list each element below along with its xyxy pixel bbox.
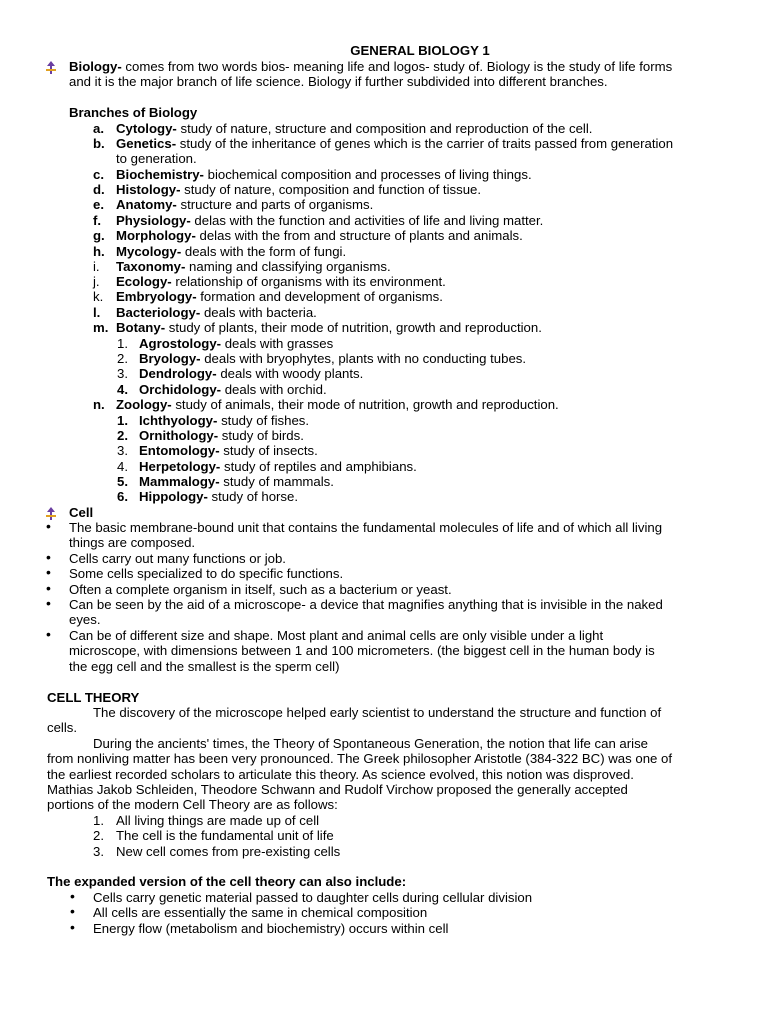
branch-desc: structure and parts of organisms.	[176, 197, 374, 212]
zoology-sub-marker: 5.	[117, 474, 128, 489]
zoology-sub-term: Hippology-	[139, 489, 208, 504]
botany-sub-term: Bryology-	[139, 351, 201, 366]
cell-bullet-text: The basic membrane-bound unit that contains the fundamental molecules of life and of which all living	[69, 520, 663, 535]
cell-theory-line: During the ancients' times, the Theory of Spontaneous Generation, the notion that life can arise	[93, 735, 649, 751]
branch-term: Mycology-	[116, 244, 182, 259]
botany-sub-item	[139, 382, 327, 397]
bullet-dot-icon: •	[46, 595, 51, 611]
cell-theory-line: The discovery of the microscope helped early scientist to understand the structure and function of	[93, 705, 662, 720]
branch-item	[116, 305, 317, 320]
zoology-sub-desc: study of insects.	[219, 443, 318, 458]
branch-term: Ecology-	[116, 274, 172, 289]
branch-term: Genetics-	[116, 136, 177, 151]
cell-theory-point-marker: 3.	[93, 843, 104, 859]
botany-sub-item	[139, 351, 526, 366]
branch-desc: delas with the function and activities of life and living matter.	[190, 213, 544, 228]
branch-term: Histology-	[116, 182, 181, 197]
branch-term: Biochemistry-	[116, 167, 204, 182]
branch-item	[116, 167, 532, 182]
branch-item	[116, 182, 481, 197]
expanded-point-text: All cells are essentially the same in chemical composition	[93, 905, 428, 921]
expanded-point-text: Cells carry genetic material passed to daughter cells during cellular division	[93, 890, 533, 905]
branch-marker: g.	[93, 228, 105, 243]
branch-desc: delas with the from and structure of plants and animals.	[195, 228, 523, 243]
zoology-desc: study of animals, their mode of nutrition, growth and reproduction.	[171, 397, 559, 412]
branch-term: Morphology-	[116, 228, 196, 243]
branch-marker: h.	[93, 244, 105, 259]
branch-desc: study of nature, structure and composition and reproduction of the cell.	[176, 121, 593, 136]
cell-theory-line: portions of the modern Cell Theory are as follows:	[47, 797, 338, 813]
branch-marker: c.	[93, 167, 104, 182]
zoology-sub-marker: 2.	[117, 428, 128, 443]
zoology-sub-item	[139, 443, 318, 458]
zoology-sub-term: Ichthyology-	[139, 413, 218, 428]
intro-term: Biology-	[69, 59, 122, 74]
zoology-sub-marker: 4.	[117, 459, 128, 474]
botany-sub-marker: 2.	[117, 351, 128, 366]
zoology-sub-term: Herpetology-	[139, 459, 221, 474]
cell-theory-point-text: The cell is the fundamental unit of life	[116, 828, 334, 844]
bullet-dot-icon: •	[46, 548, 51, 565]
expanded-heading: The expanded version of the cell theory can also include:	[47, 874, 407, 889]
branch-item-zoology	[116, 397, 559, 412]
branch-marker: i.	[93, 259, 100, 274]
botany-sub-marker: 1.	[117, 336, 128, 351]
botany-sub-term: Agrostology-	[139, 336, 222, 351]
branch-marker: k.	[93, 289, 104, 304]
zoology-sub-item	[139, 428, 304, 443]
cell-theory-line: Mathias Jakob Schleiden, Theodore Schwann and Rudolf Virchow proposed the generally accepted	[47, 782, 628, 797]
zoology-sub-marker: 3.	[117, 443, 128, 458]
branch-marker: b.	[93, 136, 105, 151]
bullet-dot-icon: •	[46, 625, 51, 642]
branch-marker: m.	[93, 320, 109, 335]
cell-theory-point-text: All living things are made up of cell	[116, 813, 320, 828]
zoology-sub-item	[139, 489, 298, 504]
branches-heading: Branches of Biology	[69, 105, 198, 120]
branch-desc: naming and classifying organisms.	[185, 259, 391, 274]
branch-item	[116, 136, 673, 151]
cell-theory-point-marker: 1.	[93, 813, 104, 828]
branch-term: Embryology-	[116, 289, 197, 304]
zoology-sub-term: Ornithology-	[139, 428, 219, 443]
branch-desc: deals with bacteria.	[200, 305, 317, 320]
cell-theory-point-text: New cell comes from pre-existing cells	[116, 843, 341, 859]
branch-term: Anatomy-	[116, 197, 177, 212]
branch-item	[116, 197, 373, 212]
zoology-sub-desc: study of fishes.	[217, 413, 310, 428]
branch-desc: biochemical composition and processes of living things.	[203, 167, 532, 182]
botany-sub-term: Dendrology-	[139, 366, 217, 381]
cell-theory-line: the earliest recorded scholars to articulate this theory. As science evolved, this notion was disproved.	[47, 766, 634, 782]
branch-term: Physiology-	[116, 213, 191, 228]
cell-theory-line: cells.	[47, 720, 78, 736]
bullet-dot-icon: •	[46, 564, 51, 581]
botany-sub-item	[139, 366, 363, 381]
botany-sub-marker: 4.	[117, 382, 128, 397]
zoology-sub-item	[139, 474, 334, 489]
branch-marker: n.	[93, 397, 105, 412]
bullet-dot-icon: •	[70, 903, 75, 920]
cell-bullet-text: things are composed.	[69, 535, 196, 551]
branch-item	[116, 244, 346, 259]
branch-desc: formation and development of organisms.	[196, 289, 443, 304]
branch-desc: study of nature, composition and function of tissue.	[180, 182, 482, 197]
cell-theory-heading: CELL THEORY	[47, 690, 140, 705]
branch-marker: a.	[93, 121, 104, 136]
intro-line-1: Biology- comes from two words bios- meaning life and logos- study of. Biology is the study of life forms	[69, 59, 673, 74]
botany-sub-desc: deals with orchid.	[221, 382, 327, 397]
branch-marker: l.	[93, 305, 101, 320]
bullet-dot-icon: •	[46, 579, 51, 596]
branch-item	[116, 213, 543, 228]
expanded-point-text: Energy flow (metabolism and biochemistry) occurs within cell	[93, 920, 449, 936]
arrow-bullet-icon	[45, 61, 57, 74]
zoology-sub-desc: study of horse.	[207, 489, 299, 504]
branch-item	[116, 289, 443, 304]
bullet-dot-icon: •	[46, 518, 51, 534]
zoology-sub-marker: 6.	[117, 489, 128, 504]
botany-sub-desc: deals with bryophytes, plants with no conducting tubes.	[200, 351, 527, 366]
branch-marker: e.	[93, 197, 104, 212]
cell-bullet-text: Cells carry out many functions or job.	[69, 550, 286, 566]
zoology-sub-term: Mammalogy-	[139, 474, 220, 489]
branch-desc: deals with the form of fungi.	[181, 244, 347, 259]
cell-bullet-text: Can be of different size and shape. Most plant and animal cells are only visible under a light	[69, 627, 604, 643]
branch-item	[116, 274, 446, 289]
cell-theory-point-marker: 2.	[93, 828, 104, 844]
zoology-sub-desc: study of birds.	[218, 428, 304, 443]
cell-bullet-text: the egg cell and the smallest is the sperm cell)	[69, 658, 340, 674]
branch-term: Bacteriology-	[116, 305, 201, 320]
zoology-sub-marker: 1.	[117, 413, 128, 428]
cell-bullet-text: eyes.	[69, 612, 101, 628]
cell-bullet-text: microscope, with dimensions between 1 and 100 micrometers. (the biggest cell in the human body is	[69, 643, 655, 659]
branch-term: Taxonomy-	[116, 259, 186, 274]
cell-bullet-text: Some cells specialized to do specific functions.	[69, 566, 344, 582]
zoology-sub-item	[139, 459, 417, 474]
branch-term: Botany-	[116, 320, 166, 335]
botany-sub-marker: 3.	[117, 366, 128, 381]
page-title: GENERAL BIOLOGY 1	[350, 43, 490, 58]
bullet-dot-icon: •	[70, 888, 75, 904]
bullet-dot-icon: •	[70, 918, 75, 935]
zoology-term: Zoology-	[116, 397, 172, 412]
branch-marker: f.	[93, 213, 102, 228]
botany-sub-desc: deals with grasses	[221, 336, 334, 351]
branch-item	[116, 259, 391, 274]
branch-term: Cytology-	[116, 121, 177, 136]
branch-marker: d.	[93, 182, 105, 197]
branch-desc: study of the inheritance of genes which is the carrier of traits passed from generation	[176, 136, 674, 151]
branch-desc-cont: to generation.	[116, 151, 197, 166]
intro-line-2: and it is the major branch of life science. Biology if further subdivided into different branches.	[69, 74, 608, 89]
botany-sub-item	[139, 336, 333, 351]
zoology-sub-desc: study of mammals.	[219, 474, 334, 489]
cell-theory-line: from nonliving matter has been very pronounced. The Greek philosopher Aristotle (384-322 BC) was one of	[47, 751, 673, 767]
cell-bullet-text: Can be seen by the aid of a microscope- a device that magnifies anything that is invisible in the naked	[69, 597, 663, 612]
cell-heading: Cell	[69, 505, 94, 520]
branch-desc: study of plants, their mode of nutrition, growth and reproduction.	[165, 320, 542, 335]
branch-desc: relationship of organisms with its environment.	[171, 274, 446, 289]
branch-marker: j.	[93, 274, 100, 289]
cell-bullet-text: Often a complete organism in itself, such as a bacterium or yeast.	[69, 581, 452, 597]
zoology-sub-item	[139, 413, 309, 428]
branch-item	[116, 228, 523, 243]
zoology-sub-term: Entomology-	[139, 443, 220, 458]
botany-sub-desc: deals with woody plants.	[216, 366, 364, 381]
branch-item	[116, 121, 592, 136]
botany-sub-term: Orchidology-	[139, 382, 222, 397]
zoology-sub-desc: study of reptiles and amphibians.	[220, 459, 417, 474]
branch-item	[116, 320, 542, 335]
